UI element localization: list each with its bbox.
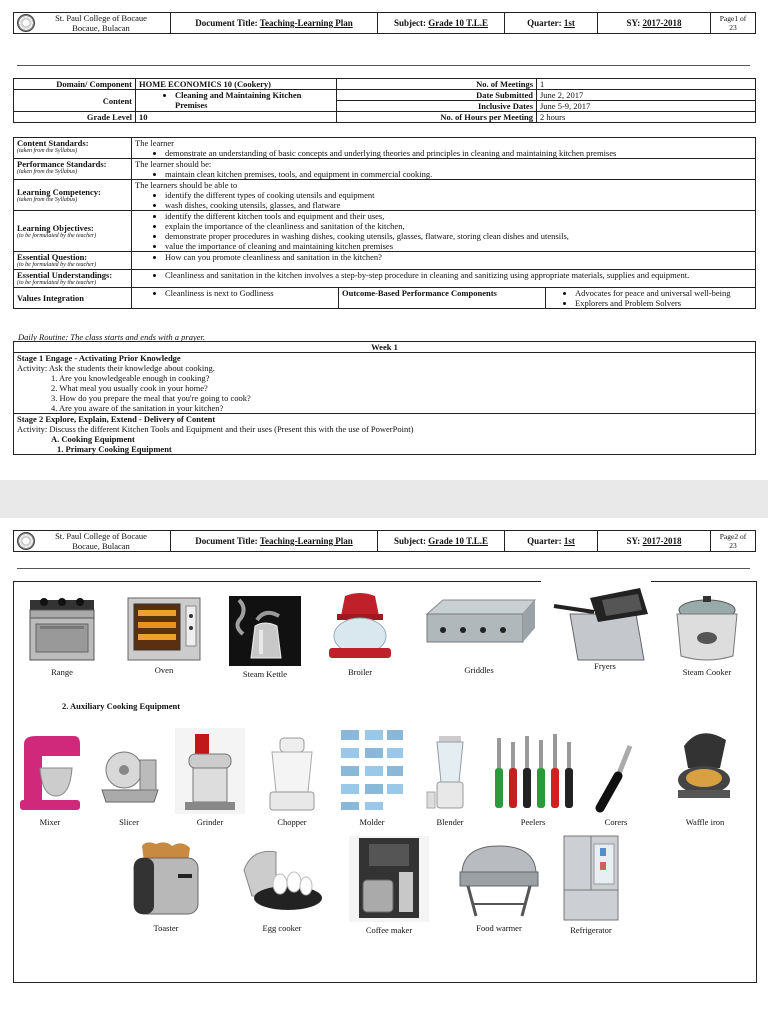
learning-objective-item: • demonstrate proper procedures in washing dishes, cooking utensils, glasses, flatware, storing clean dishes and utensils,: [165, 231, 752, 241]
standards-table: [13, 137, 756, 309]
meetings-label: No. of Meetings: [337, 79, 537, 90]
performance-standards-label-cell: [14, 159, 132, 180]
performance-standards-note: (taken from the Syllabus): [17, 169, 78, 175]
fryer-icon: [550, 584, 660, 664]
equipment-caption: Slicer: [119, 817, 139, 827]
equipment-refrigerator: [554, 834, 628, 935]
performance-standards-label: Performance Standards:: [17, 159, 107, 169]
equipment-caption: Peelers: [520, 817, 546, 827]
equipment-caption: Fryers: [594, 661, 616, 671]
equipment-molder: [332, 726, 412, 827]
essential-question-label-cell: [14, 252, 132, 270]
quarter-cell: [505, 13, 598, 34]
equipment-chopper: [259, 736, 325, 827]
doc-title-cell: [171, 13, 378, 34]
sy-cell: [598, 13, 711, 34]
learning-competency-item: • wash dishes, cooking utensils, glasses, and flatware: [165, 200, 752, 210]
performance-standards-cell: [132, 159, 756, 180]
inclusive-label: Inclusive Dates: [337, 101, 537, 112]
essential-understandings-label: Essential Understandings:: [17, 270, 113, 280]
doc-title-label: Document Title:: [195, 18, 258, 28]
subject-label: Subject:: [394, 536, 427, 546]
refrigerator-icon: [560, 834, 622, 922]
performance-standards-item: • maintain clean kitchen premises, tools, and equipment in commercial cooking.: [165, 169, 752, 179]
stage-2-cell: [14, 414, 756, 455]
equipment-griddles: [418, 596, 540, 675]
equipment-caption: Mixer: [39, 817, 61, 827]
food-warmer-icon: [454, 842, 544, 920]
equipment-steam-kettle: [227, 596, 303, 679]
subject-value: Grade 10 T.L.E: [428, 18, 488, 28]
learning-objective-item: • explain the importance of the cleanliness and sanitation of the kitchen,: [165, 221, 752, 231]
coffee-maker-icon: [349, 836, 429, 922]
learning-objectives-cell: [132, 211, 756, 252]
equipment-grinder: [174, 728, 246, 827]
essential-understandings-label-cell: [14, 270, 132, 288]
sy-label: SY:: [626, 18, 641, 28]
submitted-label: Date Submitted: [337, 90, 537, 101]
griddle-icon: [419, 596, 539, 662]
equipment-caption: Egg cooker: [262, 923, 302, 933]
stage-1-question: 2. What meal you usually cook in your home?: [51, 383, 208, 393]
inclusive-value: June 5-9, 2017: [537, 101, 756, 112]
equipment-caption: Steam Kettle: [242, 669, 288, 679]
subject-cell: [378, 13, 505, 34]
equipment-broiler: [321, 592, 399, 677]
page-total: 23: [729, 541, 737, 550]
daily-routine: Daily Routine: The class starts and ends with a prayer.: [18, 332, 205, 342]
doc-title: Teaching-Learning Plan: [259, 536, 353, 546]
toaster-icon: [126, 840, 206, 920]
equipment-caption: Coffee maker: [365, 925, 413, 935]
header-rule: [17, 568, 750, 569]
equipment-slicer: [94, 740, 164, 827]
content-standards-item: • demonstrate an understanding of basic concepts and underlying theories and principles in cleaning and maintaining kitchen premises: [165, 148, 752, 158]
info-table: [13, 78, 756, 123]
page-number-label: Page2 of: [719, 532, 747, 541]
content-line-2: Premises: [175, 100, 208, 110]
essential-question-label: Essential Question:: [17, 252, 88, 262]
domain-label: Domain/ Component: [14, 79, 136, 90]
equipment-caption: Oven: [154, 665, 174, 675]
school-address: Bocaue, Bulacan: [72, 23, 130, 33]
content-line-1: Cleaning and Maintaining Kitchen: [175, 90, 302, 100]
content-standards-intro: The learner: [135, 138, 174, 148]
oven-icon: [124, 596, 204, 662]
document-header: [13, 530, 756, 552]
corer-icon: [590, 742, 642, 814]
grade-label: Grade Level: [14, 112, 136, 123]
quarter-cell: [505, 531, 598, 552]
document-header: [13, 12, 756, 34]
stage-1-question: 3. How do you prepare the meal that you're going to cook?: [51, 393, 251, 403]
learning-objectives-note: (to be formulated by the teacher): [17, 232, 97, 239]
values-integration-item: • Cleanliness is next to Godliness: [165, 288, 335, 298]
stage-2-title: Stage 2 Explore, Explain, Extend - Delivery of Content: [17, 414, 216, 424]
page-number-label: Page1 of: [719, 14, 747, 23]
waffle-iron-icon: [670, 726, 740, 814]
school-address: Bocaue, Bulacan: [72, 541, 130, 551]
learning-competency-label: Learning Competency:: [17, 186, 101, 197]
header-rule: [17, 65, 750, 66]
stage-1-title: Stage 1 Engage - Activating Prior Knowledge: [17, 353, 181, 363]
essential-understandings-item: • Cleanliness and sanitation in the kitchen involves a step-by-step procedure in cleaning and sanitizing using appropriate materials, supplies and equipment.: [165, 270, 752, 280]
equipment-caption: Molder: [359, 817, 385, 827]
equipment-egg-cooker: [236, 844, 328, 933]
values-integration-cell: [132, 288, 339, 309]
doc-title-label: Document Title:: [195, 536, 258, 546]
equipment-caption: Chopper: [277, 817, 307, 827]
page-1: [0, 0, 768, 480]
learning-competency-label-cell: [14, 180, 132, 211]
page-number-cell: [711, 531, 756, 552]
equipment-mixer: [14, 734, 86, 827]
domain-value: HOME ECONOMICS 10 (Cookery): [136, 79, 337, 90]
stage-1-question: 4. Are you aware of the sanitation in your kitchen?: [51, 403, 224, 413]
content-standards-note: (taken from the Syllabus): [17, 148, 78, 154]
obpc-item: • Explorers and Problem Solvers: [575, 298, 752, 308]
stage-1-question: 1. Are you knowledgeable enough in cooking?: [51, 373, 210, 383]
peeler-icon: [491, 732, 575, 814]
equipment-corers: [586, 742, 646, 827]
equipment-toaster: [124, 840, 208, 933]
performance-standards-intro: The learner should be:: [135, 159, 212, 169]
equipment-caption: Grinder: [196, 817, 224, 827]
week-heading: Week 1: [14, 342, 756, 353]
learning-objectives-label-cell: [14, 211, 132, 252]
molder-icon: [337, 726, 407, 814]
doc-title-cell: [171, 531, 378, 552]
equipment-range: [22, 594, 102, 677]
equipment-peelers: [490, 732, 576, 827]
stage-2-section-a: A. Cooking Equipment: [51, 434, 135, 444]
sy-label: SY:: [626, 536, 641, 546]
auxiliary-heading: 2. Auxiliary Cooking Equipment: [62, 701, 181, 711]
essential-understandings-note: (to be formulated by the teacher): [17, 280, 97, 286]
equipment-caption: Waffle iron: [685, 817, 725, 827]
mixer-icon: [18, 734, 82, 814]
page-number-cell: [711, 13, 756, 34]
equipment-caption: Food warmer: [476, 923, 522, 933]
hours-label: No. of Hours per Meeting: [337, 112, 537, 123]
school-cell: [14, 531, 171, 552]
stage-2-subsection-1: 1. Primary Cooking Equipment: [57, 444, 172, 454]
steam-cooker-icon: [669, 594, 745, 664]
content-value: [136, 90, 337, 112]
equipment-blender: [422, 734, 478, 827]
learning-objective-item: • value the importance of cleaning and maintaining kitchen premises: [165, 241, 752, 251]
quarter-value: 1st: [563, 18, 575, 28]
equipment-food-warmer: [452, 842, 546, 933]
quarter-value: 1st: [563, 536, 575, 546]
learning-competency-intro: The learners should be able to: [135, 180, 238, 190]
equipment-caption: Toaster: [153, 923, 179, 933]
sy-value: 2017-2018: [642, 536, 682, 546]
subject-value: Grade 10 T.L.E: [428, 536, 488, 546]
range-icon: [26, 594, 98, 664]
stage-1-cell: [14, 353, 756, 414]
equipment-caption: Corers: [604, 817, 628, 827]
school-seal-icon: [17, 14, 35, 32]
equipment-caption: Steam Cooker: [682, 667, 732, 677]
obpc-cell: [546, 288, 756, 309]
sy-cell: [598, 531, 711, 552]
content-label: Content: [14, 90, 136, 112]
quarter-label: Quarter:: [527, 18, 562, 28]
obpc-label: Outcome-Based Performance Components: [339, 288, 546, 309]
learning-objectives-label: Learning Objectives:: [17, 222, 94, 233]
blender-icon: [425, 734, 475, 814]
school-cell: [14, 13, 171, 34]
subject-cell: [378, 531, 505, 552]
chopper-icon: [262, 736, 322, 814]
learning-competency-note: (taken from the Syllabus): [17, 196, 78, 203]
slicer-icon: [96, 740, 162, 814]
quarter-label: Quarter:: [527, 536, 562, 546]
essential-question-note: (to be formulated by the teacher): [17, 262, 97, 268]
equipment-caption: Range: [51, 667, 73, 677]
page-total: 23: [729, 23, 737, 32]
essential-understandings-cell: [132, 270, 756, 288]
submitted-value: June 2, 2017: [537, 90, 756, 101]
page-2: [0, 518, 768, 1024]
equipment-caption: Blender: [436, 817, 464, 827]
subject-label: Subject:: [394, 18, 427, 28]
school-name: St. Paul College of Bocaue: [55, 531, 147, 541]
grinder-icon: [175, 728, 245, 814]
school-name: St. Paul College of Bocaue: [55, 13, 147, 23]
learning-competency-item: • identify the different types of cooking utensils and equipment: [165, 190, 752, 200]
stage-2-activity: Activity: Discuss the different Kitchen Tools and Equipment and their uses (Present this with the use of PowerPoint): [17, 424, 414, 434]
egg-cooker-icon: [238, 844, 326, 920]
equipment-caption: Griddles: [464, 665, 494, 675]
grade-value: 10: [136, 112, 337, 123]
equipment-frame: [13, 581, 757, 983]
school-seal-icon: [17, 532, 35, 550]
stage-1-activity: Activity: Ask the students their knowledge about cooking.: [17, 363, 215, 373]
equipment-caption: Refrigerator: [570, 925, 612, 935]
equipment-steam-cooker: [666, 594, 748, 677]
meetings-value: 1: [537, 79, 756, 90]
content-standards-label-cell: [14, 138, 132, 159]
learning-competency-cell: [132, 180, 756, 211]
values-integration-label: Values Integration: [14, 288, 132, 309]
essential-question-cell: [132, 252, 756, 270]
content-standards-label: Content Standards:: [17, 138, 89, 148]
equipment-coffee-maker: [346, 836, 432, 935]
essential-question-item: • How can you promote cleanliness and sanitation in the kitchen?: [165, 252, 752, 262]
learning-objective-item: • identify the different kitchen tools and equipment and their uses,: [165, 211, 752, 221]
equipment-waffle-iron: [664, 726, 746, 827]
broiler-icon: [323, 592, 397, 664]
doc-title: Teaching-Learning Plan: [259, 18, 353, 28]
equipment-fryers: [546, 584, 664, 671]
content-standards-cell: [132, 138, 756, 159]
equipment-oven: [122, 596, 206, 675]
lesson-plan-table: [13, 341, 756, 455]
equipment-caption: Broiler: [347, 667, 373, 677]
hours-value: 2 hours: [537, 112, 756, 123]
sy-value: 2017-2018: [642, 18, 682, 28]
obpc-item: • Advocates for peace and universal well-being: [575, 288, 752, 298]
steam-kettle-icon: [229, 596, 301, 666]
